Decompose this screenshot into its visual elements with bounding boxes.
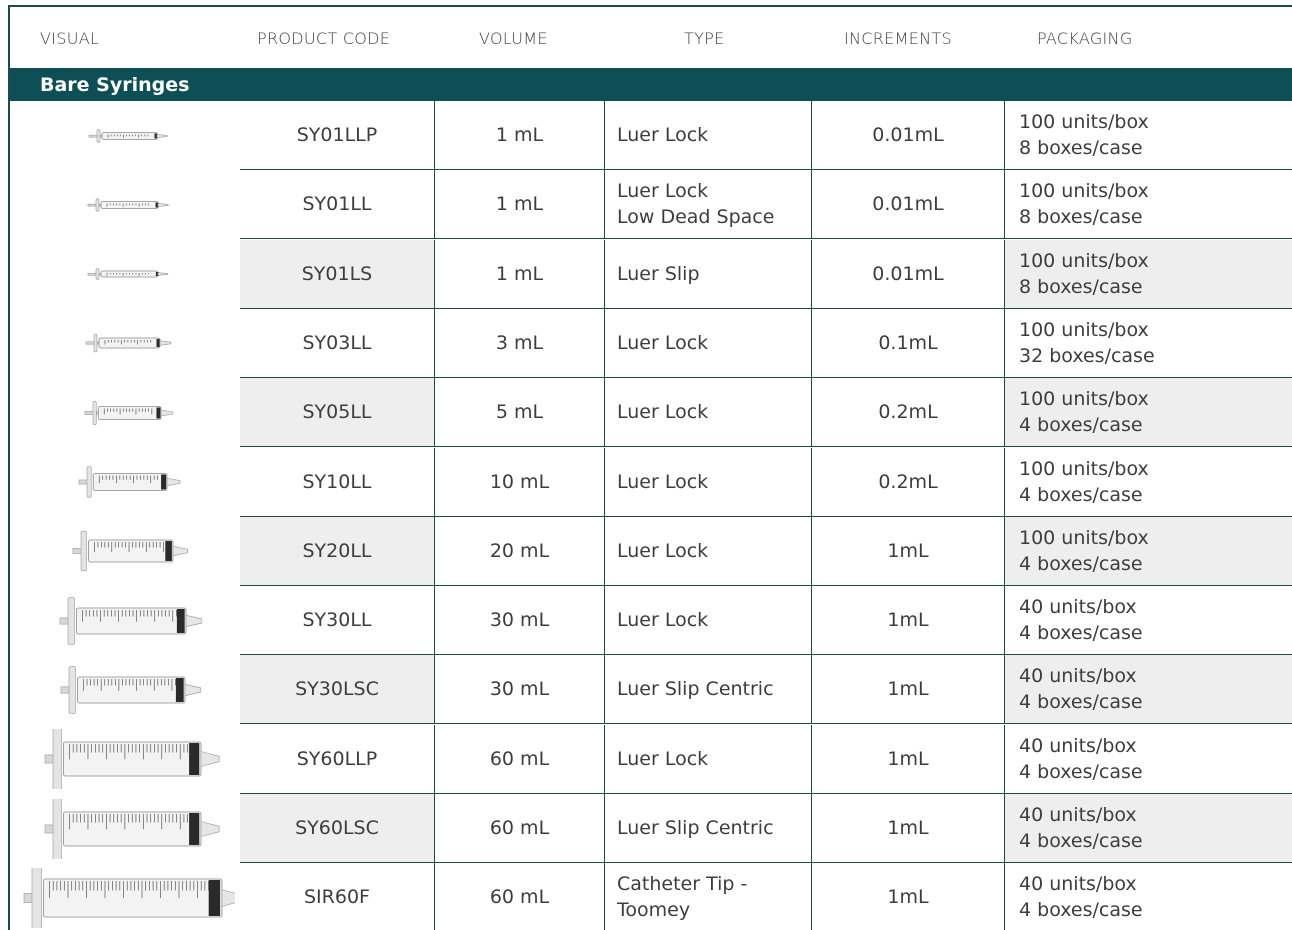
table-row <box>10 378 1292 447</box>
increments-cell: 0.01mL <box>812 101 1005 170</box>
increments-cell: 0.01mL <box>812 170 1005 239</box>
table-row <box>10 240 1292 309</box>
packaging-line: 4 boxes/case <box>1019 483 1143 506</box>
table-row <box>10 655 1292 724</box>
table-row <box>10 170 1292 239</box>
visual-cell <box>10 448 240 517</box>
type-cell <box>605 655 812 724</box>
type-cell <box>605 794 812 863</box>
type-line: Luer Lock <box>617 747 709 770</box>
syringe-image <box>15 452 235 512</box>
packaging-cell <box>1005 517 1292 586</box>
syringe-image <box>15 313 235 373</box>
product-code-cell: SY01LS <box>240 240 435 309</box>
type-cell <box>605 101 812 170</box>
volume-cell: 1 mL <box>435 170 605 239</box>
type-line: Luer Slip Centric <box>617 817 774 839</box>
column-header-product-code: PRODUCT CODE <box>257 29 391 48</box>
visual-cell <box>10 586 240 655</box>
syringe-image <box>15 729 235 789</box>
increments-cell: 0.2mL <box>812 448 1005 517</box>
visual-cell <box>10 309 240 378</box>
increments-cell: 0.01mL <box>812 240 1005 309</box>
syringe-image <box>15 106 235 166</box>
packaging-cell <box>1005 170 1292 239</box>
packaging-cell <box>1005 863 1292 930</box>
packaging-line: 4 boxes/case <box>1019 622 1143 645</box>
type-cell <box>605 448 812 517</box>
type-line: Luer Slip <box>617 262 700 285</box>
volume-cell: 10 mL <box>435 448 605 517</box>
packaging-line: 100 units/box <box>1019 526 1149 549</box>
increments-cell: 1mL <box>812 794 1005 863</box>
packaging-line: 40 units/box <box>1019 665 1137 688</box>
table-row <box>10 448 1292 517</box>
volume-cell: 1 mL <box>435 101 605 170</box>
product-code-cell: SY01LL <box>240 170 435 239</box>
type-line: Luer Lock <box>617 331 709 354</box>
table-row <box>10 309 1292 378</box>
product-code-cell: SY60LLP <box>240 725 435 794</box>
increments-cell: 1mL <box>812 655 1005 724</box>
type-cell <box>605 517 812 586</box>
column-header-packaging: PACKAGING <box>1037 29 1133 48</box>
visual-cell <box>10 725 240 794</box>
packaging-line: 4 boxes/case <box>1019 552 1143 575</box>
packaging-cell <box>1005 240 1292 309</box>
visual-cell <box>10 517 240 586</box>
product-code-cell: SY10LL <box>240 448 435 517</box>
table-row <box>10 863 1292 930</box>
volume-cell: 20 mL <box>435 517 605 586</box>
table-row <box>10 517 1292 586</box>
type-cell <box>605 309 812 378</box>
packaging-line: 4 boxes/case <box>1019 414 1143 437</box>
type-cell <box>605 240 812 309</box>
packaging-line: 4 boxes/case <box>1019 899 1143 922</box>
syringe-image <box>15 591 235 651</box>
type-line: Toomey <box>617 899 691 922</box>
visual-cell <box>10 378 240 447</box>
packaging-cell <box>1005 378 1292 447</box>
visual-cell <box>10 240 240 309</box>
packaging-line: 100 units/box <box>1019 388 1149 411</box>
type-line: Luer Lock <box>617 124 709 146</box>
type-line: Luer Lock <box>617 539 709 562</box>
table-header <box>10 7 1292 68</box>
type-cell <box>605 586 812 655</box>
packaging-cell <box>1005 794 1292 863</box>
volume-cell: 60 mL <box>435 725 605 794</box>
product-code-cell: SY01LLP <box>240 101 435 170</box>
packaging-cell <box>1005 101 1292 170</box>
packaging-line: 4 boxes/case <box>1019 760 1143 783</box>
volume-cell: 30 mL <box>435 655 605 724</box>
packaging-line: 100 units/box <box>1019 180 1149 203</box>
table-row <box>10 586 1292 655</box>
packaging-line: 32 boxes/case <box>1019 344 1155 367</box>
syringe-image <box>15 799 235 859</box>
increments-cell: 0.1mL <box>812 309 1005 378</box>
column-header-visual: VISUAL <box>40 29 100 48</box>
product-code-cell: SY30LL <box>240 586 435 655</box>
packaging-line: 8 boxes/case <box>1019 137 1143 159</box>
syringe-image <box>15 244 235 304</box>
volume-cell: 3 mL <box>435 309 605 378</box>
syringe-image <box>15 383 235 443</box>
type-cell <box>605 725 812 794</box>
volume-cell: 5 mL <box>435 378 605 447</box>
syringe-image <box>15 175 235 235</box>
volume-cell: 60 mL <box>435 863 605 930</box>
type-line: Luer Lock <box>617 180 709 203</box>
visual-cell <box>10 794 240 863</box>
syringe-image <box>15 521 235 581</box>
table-row <box>10 725 1292 794</box>
packaging-line: 4 boxes/case <box>1019 691 1143 714</box>
packaging-line: 100 units/box <box>1019 111 1149 133</box>
type-cell <box>605 170 812 239</box>
packaging-line: 40 units/box <box>1019 596 1137 619</box>
packaging-line: 100 units/box <box>1019 318 1149 341</box>
product-code-cell: SIR60F <box>240 863 435 930</box>
product-code-cell: SY05LL <box>240 378 435 447</box>
visual-cell <box>10 655 240 724</box>
increments-cell: 1mL <box>812 725 1005 794</box>
table-row <box>10 101 1292 170</box>
type-cell <box>605 378 812 447</box>
packaging-line: 40 units/box <box>1019 734 1137 757</box>
product-code-cell: SY20LL <box>240 517 435 586</box>
product-table <box>8 5 1292 930</box>
packaging-cell <box>1005 655 1292 724</box>
type-line: Luer Lock <box>617 609 709 632</box>
visual-cell <box>10 101 240 170</box>
packaging-line: 100 units/box <box>1019 249 1149 272</box>
packaging-line: 40 units/box <box>1019 804 1137 826</box>
packaging-line: 8 boxes/case <box>1019 275 1143 298</box>
product-code-cell: SY60LSC <box>240 794 435 863</box>
type-line: Luer Lock <box>617 470 709 493</box>
packaging-line: 40 units/box <box>1019 873 1137 896</box>
increments-cell: 0.2mL <box>812 378 1005 447</box>
column-header-type: TYPE <box>684 29 725 48</box>
packaging-cell <box>1005 309 1292 378</box>
table-row <box>10 794 1292 863</box>
visual-cell <box>10 863 240 930</box>
column-header-increments: INCREMENTS <box>844 29 952 48</box>
type-line: Luer Slip Centric <box>617 678 774 701</box>
packaging-line: 4 boxes/case <box>1019 830 1143 852</box>
section-header <box>10 68 1292 101</box>
packaging-line: 100 units/box <box>1019 457 1149 480</box>
product-code-cell: SY03LL <box>240 309 435 378</box>
increments-cell: 1mL <box>812 586 1005 655</box>
product-code-cell: SY30LSC <box>240 655 435 724</box>
packaging-cell <box>1005 448 1292 517</box>
section-title: Bare Syringes <box>40 74 190 96</box>
volume-cell: 1 mL <box>435 240 605 309</box>
packaging-cell <box>1005 725 1292 794</box>
volume-cell: 30 mL <box>435 586 605 655</box>
type-cell <box>605 863 812 930</box>
increments-cell: 1mL <box>812 863 1005 930</box>
visual-cell <box>10 170 240 239</box>
type-line: Catheter Tip - <box>617 873 748 896</box>
column-header-volume: VOLUME <box>479 29 548 48</box>
volume-cell: 60 mL <box>435 794 605 863</box>
syringe-image <box>15 868 235 928</box>
increments-cell: 1mL <box>812 517 1005 586</box>
syringe-image <box>15 660 235 720</box>
type-line: Low Dead Space <box>617 206 775 229</box>
type-line: Luer Lock <box>617 401 709 424</box>
packaging-line: 8 boxes/case <box>1019 206 1143 229</box>
packaging-cell <box>1005 586 1292 655</box>
